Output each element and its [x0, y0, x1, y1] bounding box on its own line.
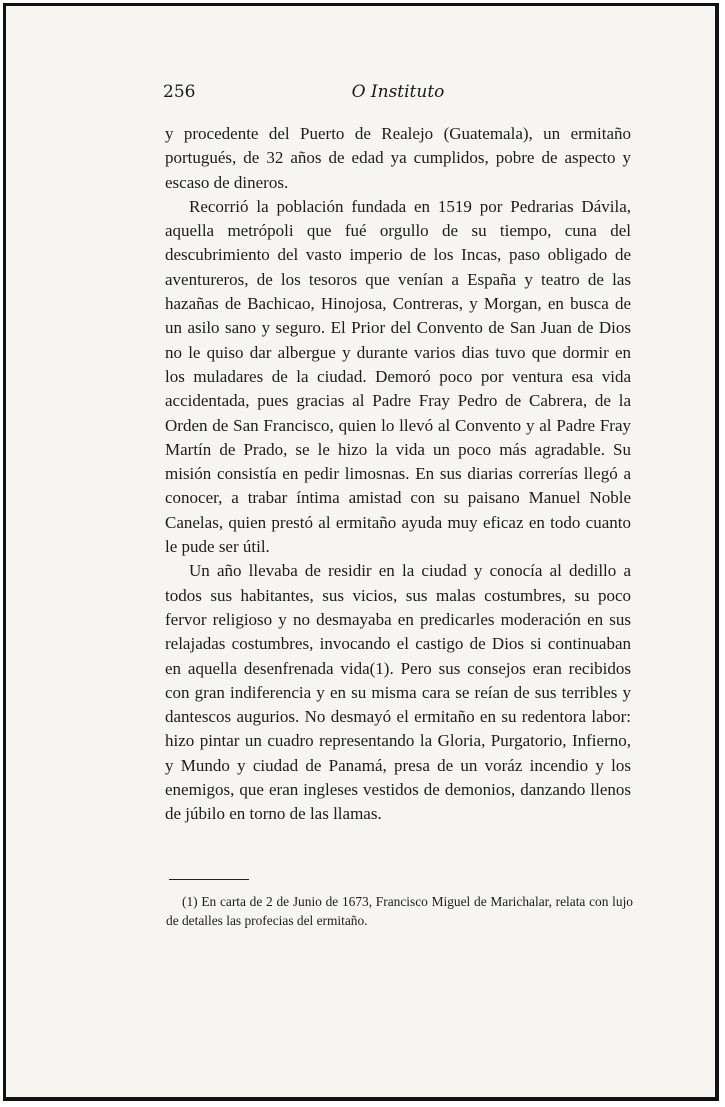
footnote-reference: (1)	[369, 658, 390, 678]
body-text	[165, 122, 631, 827]
book-page	[3, 3, 719, 1101]
page-header	[163, 82, 633, 106]
paragraph-text: Un año llevaba de residir en la ciudad y conocía al dedillo a todos sus habitantes, sus vicios, sus malas costumbres, su poco fervor religioso y no desmayaba en predicarles moderación en sus relajadas costumbres, invocando el castigo de Dios si continuaban en aquella desenfrenada vida	[165, 561, 631, 678]
paragraph-text: . Pero sus consejos eran recibidos con gran indiferencia y en su misma cara se reían de sus terribles y dantescos augurios. No desmayó el ermitaño en su redentora labor: hizo pintar un cuadro representando la Gloria, Purgatorio, Infierno, y Mundo y ciudad de Panamá, presa de un voráz incendio y los enemigos, que eran ingleses vestidos de demonios, danzando llenos de júbilo en torno de las llamas.	[165, 658, 631, 824]
running-title: O Instituto	[351, 82, 445, 102]
page-number: 256	[163, 82, 196, 102]
paragraph	[165, 559, 631, 826]
footnote-divider	[169, 879, 249, 880]
paragraph: Recorrió la población fundada en 1519 por Pedrarias Dávila, aquella metrópoli que fué orgullo de su tiempo, cuna del descubrimiento del vasto imperio de los Incas, paso obligado de aventureros, de los tesoros que venían a España y teatro de las hazañas de Bachicao, Hinojosa, Contreras, y Morgan, en busca de un asilo sano y seguro. El Prior del Convento de San Juan de Dios no le quiso dar albergue y durante varios dias tuvo que dormir en los muladares de la ciudad. Demoró poco por ventura esa vida accidentada, pues gracias al Padre Fray Pedro de Cabrera, de la Orden de San Francisco, quien lo llevó al Convento y al Padre Fray Martín de Prado, se le hizo la vida un poco más agradable. Su misión consistía en pedir limosnas. En sus diarias correrías llegó a conocer, a trabar íntima amistad con su paisano Manuel Noble Canelas, quien prestó al ermitaño ayuda muy eficaz en todo cuanto le pude ser útil.	[165, 196, 631, 557]
paragraph-continuation: y procedente del Puerto de Realejo (Guatemala), un ermitaño portugués, de 32 años de edad ya cumplidos, pobre de aspecto y escaso de dineros.	[165, 124, 631, 192]
footnote: (1) En carta de 2 de Junio de 1673, Francisco Miguel de Marichalar, relata con lujo de detalles las profecias del ermitaño.	[166, 894, 633, 928]
